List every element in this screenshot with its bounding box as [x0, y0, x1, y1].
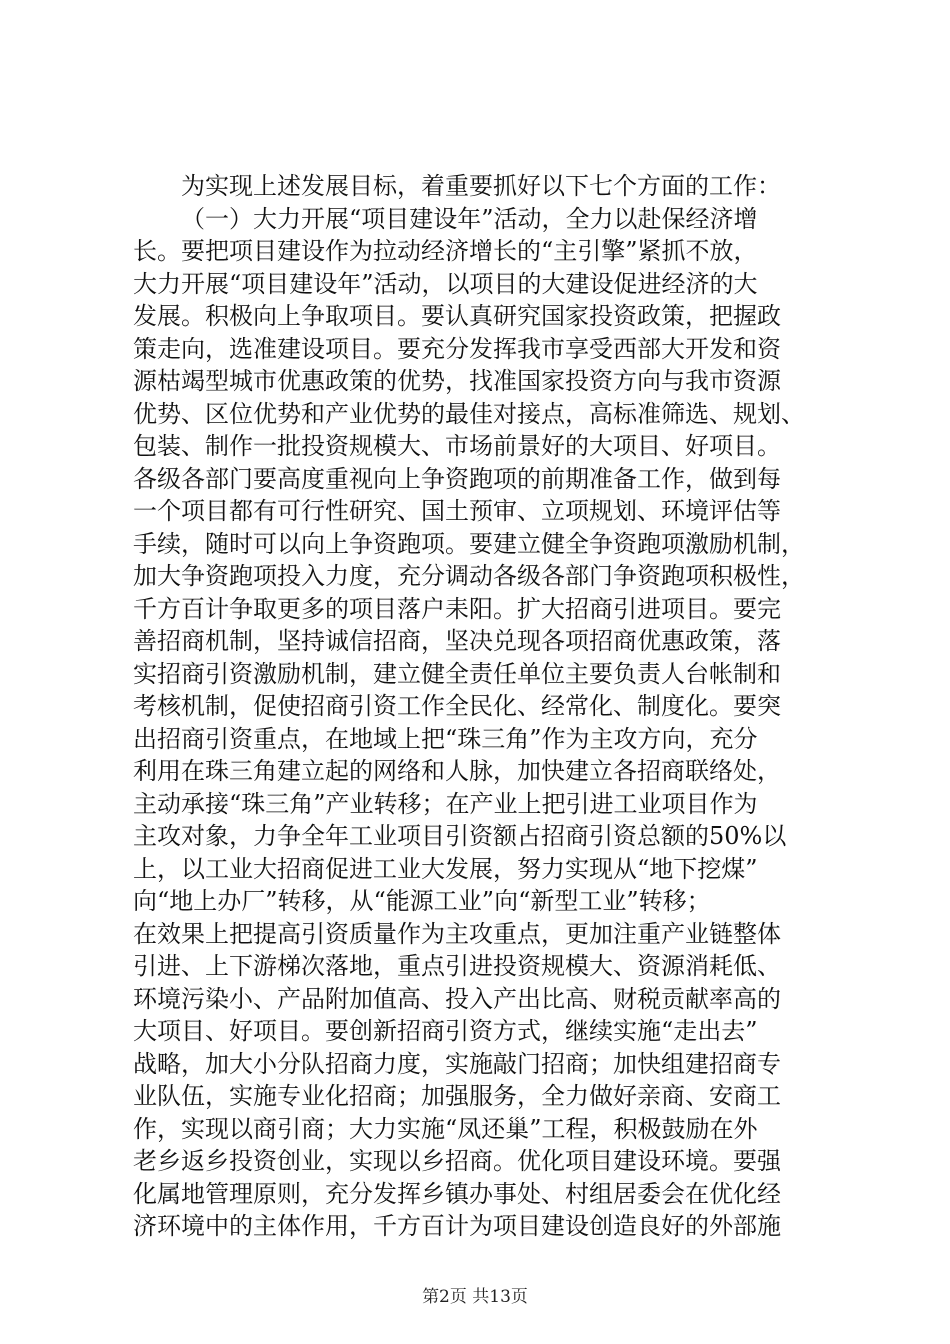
body-line: 大项目、好项目。要创新招商引资方式，继续实施“走出去” [133, 1017, 758, 1045]
body-line: 发展。积极向上争取项目。要认真研究国家投资政策，把握政 [133, 302, 781, 330]
page-footer: 第2页 共13页 [422, 1287, 528, 1307]
body-line: 手续，随时可以向上争资跑项。要建立健全争资跑项激励机制， [133, 529, 805, 558]
body-line: 优势、区位优势和产业优势的最佳对接点，高标准筛选、规划、 [133, 399, 805, 428]
body-line: 善招商机制，坚持诚信招商，坚决兑现各项招商优惠政策，落 [133, 627, 781, 655]
body-line: 大力开展“项目建设年”活动，以项目的大建设促进经济的大 [133, 269, 758, 298]
body-line: 长。要把项目建设作为拉动经济增长的“主引擎”紧抓不放， [133, 237, 758, 265]
body-line: 考核机制，促使招商引资工作全民化、经常化、制度化。要突 [133, 692, 781, 720]
body-line: 在效果上把提高引资质量作为主攻重点，更加注重产业链整体 [133, 919, 781, 948]
body-line: 策走向，选准建设项目。要充分发挥我市享受西部大开发和资 [133, 334, 781, 363]
body-line: 战略，加大小分队招商力度，实施敲门招商；加快组建招商专 [133, 1049, 781, 1078]
body-line: 源枯竭型城市优惠政策的优势，找准国家投资方向与我市资源 [133, 367, 781, 395]
body-line: 一个项目都有可行性研究、国土预审、立项规划、环境评估等 [133, 497, 781, 525]
body-line: 包装、制作一批投资规模大、市场前景好的大项目、好项目。 [133, 432, 781, 460]
body-line: 环境污染小、产品附加值高、投入产出比高、财税贡献率高的 [133, 984, 781, 1013]
body-line: 主攻对象，力争全年工业项目引资额占招商引资总额的50%以 [133, 822, 787, 850]
body-line: 业队伍，实施专业化招商；加强服务，全力做好亲商、安商工 [133, 1082, 781, 1110]
body-line: 出招商引资重点，在地域上把“珠三角”作为主攻方向，充分 [133, 724, 758, 753]
body-line: 利用在珠三角建立起的网络和人脉，加快建立各招商联络处， [133, 757, 781, 785]
body-line: （一）大力开展“项目建设年”活动，全力以赴保经济增 [181, 204, 758, 233]
body-line: 向“地上办厂”转移，从“能源工业”向“新型工业”转移； [133, 887, 711, 915]
body-line: 老乡返乡投资创业，实现以乡招商。优化项目建设环境。要强 [133, 1147, 781, 1175]
body-line: 作，实现以商引商；大力实施“凤还巢”工程，积极鼓励在外 [133, 1114, 758, 1143]
body-line: 引进、上下游梯次落地，重点引进投资规模大、资源消耗低、 [133, 952, 781, 980]
body-line: 实招商引资激励机制，建立健全责任单位主要负责人台帐制和 [133, 659, 781, 688]
body-line: 上，以工业大招商促进工业大发展，努力实现从“地下挖煤” [133, 854, 758, 883]
body-line: 主动承接“珠三角”产业转移；在产业上把引进工业项目作为 [133, 789, 758, 818]
intro-line: 为实现上述发展目标，着重要抓好以下七个方面的工作： [181, 172, 781, 200]
body-line: 千方百计争取更多的项目落户耒阳。扩大招商引进项目。要完 [133, 594, 781, 623]
body-text [133, 170, 833, 1243]
body-line: 化属地管理原则，充分发挥乡镇办事处、村组居委会在优化经 [133, 1179, 781, 1208]
body-line: 各级各部门要高度重视向上争资跑项的前期准备工作，做到每 [133, 464, 781, 493]
body-line: 加大争资跑项投入力度，充分调动各级各部门争资跑项积极性， [133, 562, 805, 590]
body-line: 济环境中的主体作用，千方百计为项目建设创造良好的外部施 [133, 1212, 781, 1240]
